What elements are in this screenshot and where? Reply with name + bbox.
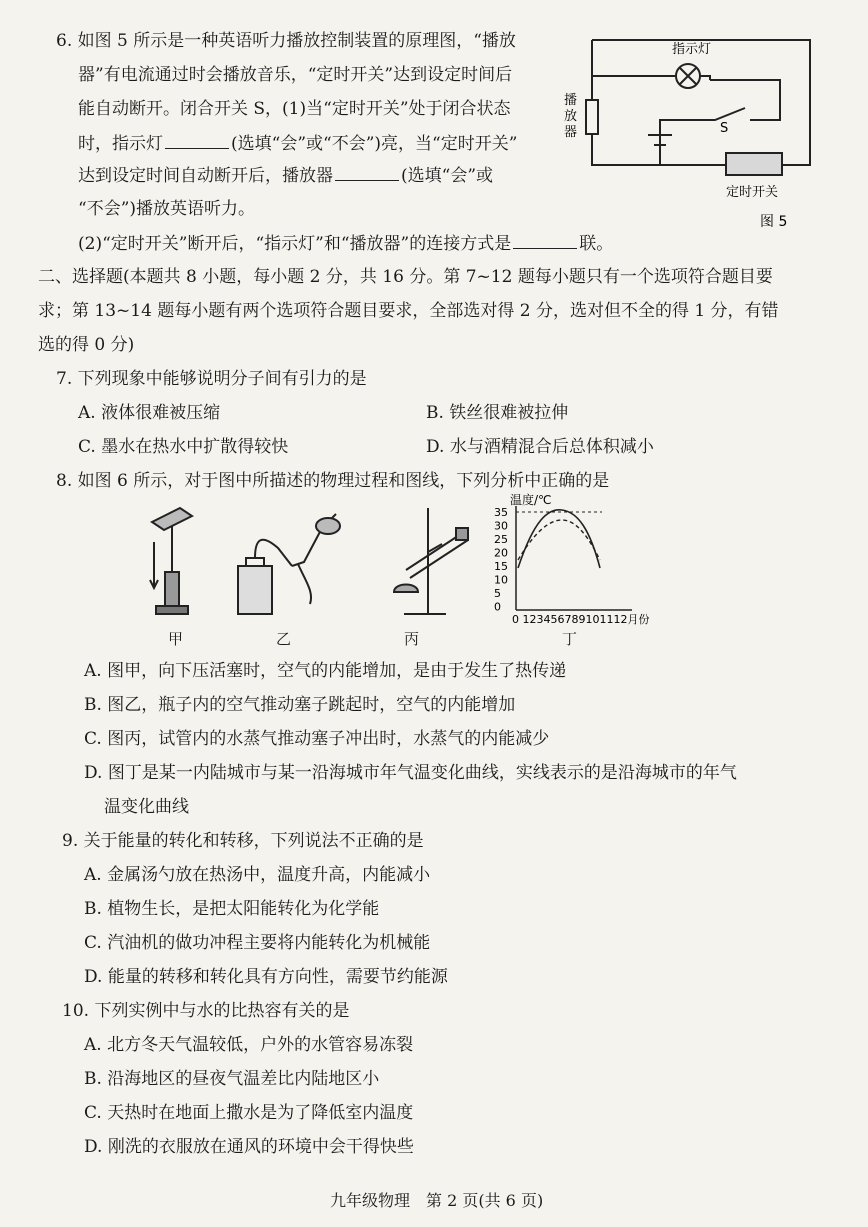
lamp-label: 指示灯: [672, 42, 712, 57]
label-jia: 甲: [168, 630, 184, 648]
q6-line-5b: (选填“会”或: [401, 166, 494, 186]
q6-line-1: 6. 如图 5 所示是一种英语听力播放控制装置的原理图，“播放: [56, 31, 516, 51]
chart-ylabel: 温度/℃: [510, 493, 552, 507]
q9-option-b: B. 植物生长，是把太阳能转化为化学能: [84, 899, 380, 919]
chart-dashed-curve: [518, 520, 600, 560]
player-label-3: 器: [564, 125, 578, 140]
q8-option-c: C. 图丙，试管内的水蒸气推动塞子冲出时，水蒸气的内能减少: [84, 729, 550, 749]
q6-line-6: “不会”)播放英语听力。: [78, 199, 256, 219]
q9-option-d: D. 能量的转移和转化具有方向性，需要节约能源: [84, 967, 448, 987]
figure-jia-piston: [140, 502, 210, 618]
switch-label: S: [720, 121, 729, 136]
q6-line-7: [78, 232, 613, 255]
q10-option-a: A. 北方冬天气温较低，户外的水管容易冻裂: [84, 1035, 414, 1055]
q7-option-a: A. 液体很难被压缩: [78, 403, 221, 423]
answer-blank: [513, 232, 577, 249]
q7-stem: 7. 下列现象中能够说明分子间有引力的是: [56, 369, 367, 389]
q10-stem: 10. 下列实例中与水的比热容有关的是: [62, 1001, 350, 1021]
figure-5-circuit: [560, 20, 820, 230]
chart-ytick-label: 0: [494, 600, 501, 614]
q9-option-a: A. 金属汤勺放在热汤中，温度升高，内能减小: [84, 865, 431, 885]
q10-option-d: D. 刚洗的衣服放在通风的环境中会干得快些: [84, 1137, 414, 1157]
q8-option-d-line2: 温变化曲线: [104, 797, 189, 817]
q10-option-c: C. 天热时在地面上撒水是为了降低室内温度: [84, 1103, 414, 1123]
label-yi: 乙: [276, 630, 292, 648]
q6-line-7b: 联。: [579, 234, 614, 254]
q6-line-4: [78, 132, 517, 155]
q6-line-4b: (选填“会”或“不会”)亮，当“定时开关”: [231, 134, 518, 154]
q8-option-d-line1: D. 图丁是某一内陆城市与某一沿海城市年气温变化曲线，实线表示的是沿海城市的年气: [84, 763, 737, 783]
answer-blank: [165, 132, 229, 149]
chart-ytick-label: 10: [494, 573, 508, 587]
chart-ytick-label: 25: [494, 533, 508, 546]
q6-line-2: 器”有电流通过时会播放音乐，“定时开关”达到设定时间后: [78, 65, 513, 85]
figure-bing-test-tube: [376, 504, 476, 620]
q10-option-b: B. 沿海地区的昼夜气温差比内陆地区小: [84, 1069, 380, 1089]
q8-option-a: A. 图甲，向下压活塞时，空气的内能增加，是由于发生了热传递: [84, 661, 567, 681]
figure-5-caption: 图 5: [760, 214, 788, 230]
q6-line-5a: 达到设定时间自动断开后，播放器: [78, 166, 333, 186]
figure-ding-chart: [484, 490, 654, 630]
player-label-2: 放: [564, 109, 578, 124]
chart-ytick-label: 30: [494, 519, 508, 533]
page-footer: 九年级物理 第 2 页(共 6 页): [330, 1191, 544, 1210]
answer-blank: [335, 164, 399, 181]
chart-ytick-label: 15: [494, 560, 508, 573]
q8-stem: 8. 如图 6 所示，对于图中所描述的物理过程和图线，下列分析中正确的是: [56, 471, 610, 491]
q9-stem: 9. 关于能量的转化和转移，下列说法不正确的是: [62, 831, 424, 851]
q9-option-c: C. 汽油机的做功冲程主要将内能转化为机械能: [84, 933, 431, 953]
timer-label: 定时开关: [726, 185, 779, 200]
section2-line-1: 二、选择题(本题共 8 小题，每小题 2 分，共 16 分。第 7~12 题每小题只有一个选项符合题目要: [38, 267, 773, 287]
q7-option-b: B. 铁丝很难被拉伸: [426, 403, 569, 423]
label-bing: 丙: [404, 630, 420, 648]
chart-xticks: 0 123456789101112月份: [512, 613, 650, 626]
figure-yi-bottle: [232, 508, 352, 618]
section2-line-3: 选的得 0 分): [38, 335, 135, 355]
chart-ytick-label: 20: [494, 546, 508, 560]
q8-option-b: B. 图乙，瓶子内的空气推动塞子跳起时，空气的内能增加: [84, 695, 516, 715]
chart-ytick-label: 35: [494, 506, 508, 519]
q7-option-d: D. 水与酒精混合后总体积减小: [426, 437, 654, 457]
chart-ytick-label: 5: [494, 587, 501, 600]
section2-line-2: 求；第 13~14 题每小题有两个选项符合题目要求，全部选对得 2 分，选对但不全的得 1 分，有错: [38, 301, 779, 321]
q6-line-5: [78, 164, 493, 187]
q6-line-3: 能自动断开。闭合开关 S，(1)当“定时开关”处于闭合状态: [78, 99, 511, 119]
q6-line-7a: (2)“定时开关”断开后，“指示灯”和“播放器”的连接方式是: [78, 234, 512, 254]
label-ding: 丁: [562, 630, 578, 648]
q6-line-4a: 时，指示灯: [78, 134, 163, 154]
q7-option-c: C. 墨水在热水中扩散得较快: [78, 437, 289, 457]
player-label-1: 播: [564, 93, 578, 108]
